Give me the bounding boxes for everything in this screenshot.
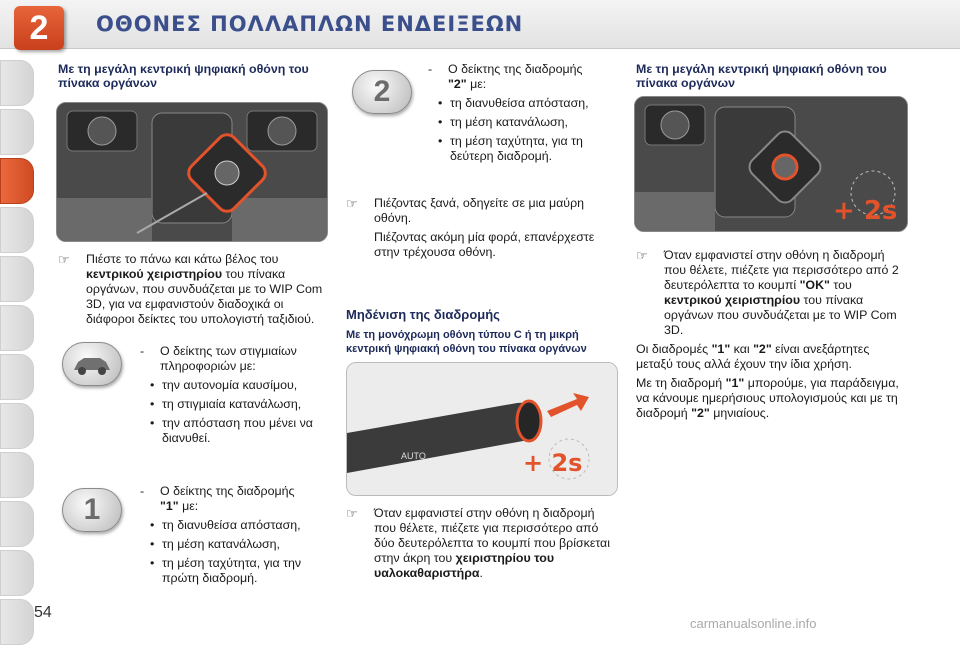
instant-info-block: - Ο δείκτης των στιγμιαίων πληροφοριών με: • την αυτονομία καυσίμου, • τη στιγμιαία κατανάλωση, • την απόσταση που μένει να διανυθεί. (140, 344, 330, 446)
reset-instruction-block: ☞ Όταν εμφανιστεί στην οθόνη η διαδρομή που θέλετε, πιέζετε για περισσότερο από δύο δευτερόλεπτα το κουμπί που βρίσκεται στην άκρη του χειριστηρίου του υαλοκαθαριστήρα. (346, 506, 610, 580)
car-icon (62, 342, 122, 386)
chapter-tab[interactable] (0, 305, 34, 351)
trip1-block: - Ο δείκτης της διαδρομής "1" με: • τη διανυθείσα απόσταση, • τη μέση κατανάλωση, • τη μέση ταχύτητα, για την πρώτη διαδρομή. (140, 484, 330, 586)
pointing-hand-icon: ☞ (346, 196, 358, 211)
stalk-label: AUTO (401, 451, 426, 461)
left-subheading: Με τη μεγάλη κεντρική ψηφιακή οθόνη του πίνακα οργάνων (58, 62, 309, 90)
page-title: ΟΘΟΝΕΣ ΠΟΛΛΑΠΛΩΝ ΕΝΔΕΙΞΕΩΝ (96, 12, 524, 36)
left-column (58, 62, 328, 90)
chapter-tab-active[interactable] (0, 158, 34, 204)
page-number: 54 (34, 604, 52, 621)
pointing-hand-icon: ☞ (58, 252, 70, 267)
trip1-icon: 1 (62, 488, 122, 532)
press-again-block: ☞ Πιέζοντας ξανά, οδηγείτε σε μια μαύρη οθόνη. Πιέζοντας ακόμη μία φορά, επανέρχεστε στην τρέχουσα οθόνη. (346, 196, 595, 259)
chapter-badge: 2 (14, 6, 64, 50)
console-photo-left (56, 102, 328, 242)
wiper-stalk-photo (346, 362, 618, 496)
console-photo-right (634, 96, 908, 232)
plus-2s-label: + 2s (523, 449, 583, 477)
chapter-tab[interactable] (0, 403, 34, 449)
trip2-block: - Ο δείκτης της διαδρομής "2" με: • τη διανυθείσα απόσταση, • τη μέση κατανάλωση, • τη μέση ταχύτητα, για τη δεύτερη διαδρομή. (428, 62, 618, 164)
chapter-tab[interactable] (0, 550, 34, 596)
pointing-hand-icon: ☞ (346, 506, 358, 521)
chapter-tab[interactable] (0, 452, 34, 498)
chapter-tab[interactable] (0, 256, 34, 302)
header-band (0, 0, 960, 49)
chapter-tab[interactable] (0, 60, 34, 106)
chapter-tabs (0, 60, 34, 648)
center-console-ok-illustration (635, 97, 907, 231)
reset-heading: Μηδένιση της διαδρομής (346, 307, 500, 322)
right-text-block: ☞ Όταν εμφανιστεί στην οθόνη η διαδρομή που θέλετε, πιέζετε για περισσότερο από 2 δευτερόλεπτα το κουμπί "OK" του κεντρικού χειριστηρίου του πίνακα οργάνων που συνδυάζεται με το WIP Com 3D. Οι διαδρομές "1" και "2" είναι ανεξάρτητες μεταξύ τους αλλά έχουν την ίδια χρήση. Με τη διαδρομή "1" μπορούμε, για παράδειγμα, να κάνουμε ημερήσιους υπολογισμούς και με τη διαδρομή "2" μηνιαίους. (636, 248, 899, 420)
chapter-tab[interactable] (0, 207, 34, 253)
chapter-tab[interactable] (0, 599, 34, 645)
plus-2s-label: + 2s (833, 196, 898, 226)
right-subheading: Με τη μεγάλη κεντρική ψηφιακή οθόνη του πίνακα οργάνων (636, 62, 887, 90)
chapter-tab[interactable] (0, 109, 34, 155)
reset-subheading: Με τη μονόχρωμη οθόνη τύπου C ή τη μικρή κεντρική ψηφιακή οθόνη του πίνακα οργάνων (346, 329, 587, 355)
watermark: carmanualsonline.info (690, 616, 817, 631)
pointing-hand-icon: ☞ (636, 248, 648, 263)
left-instruction: ☞ Πιέστε το πάνω και κάτω βέλος του κεντρικού χειριστηρίου του πίνακα οργάνων, που συνδυάζεται με το WIP Com 3D, για να εμφανιστούν διαδοχικά οι διάφοροι δείκτες του υπολογιστή ταξιδιού. (58, 252, 323, 326)
trip2-icon: 2 (352, 70, 412, 114)
chapter-tab[interactable] (0, 501, 34, 547)
wiper-stalk-illustration (347, 363, 617, 495)
center-console-illustration (57, 103, 327, 241)
chapter-tab[interactable] (0, 354, 34, 400)
